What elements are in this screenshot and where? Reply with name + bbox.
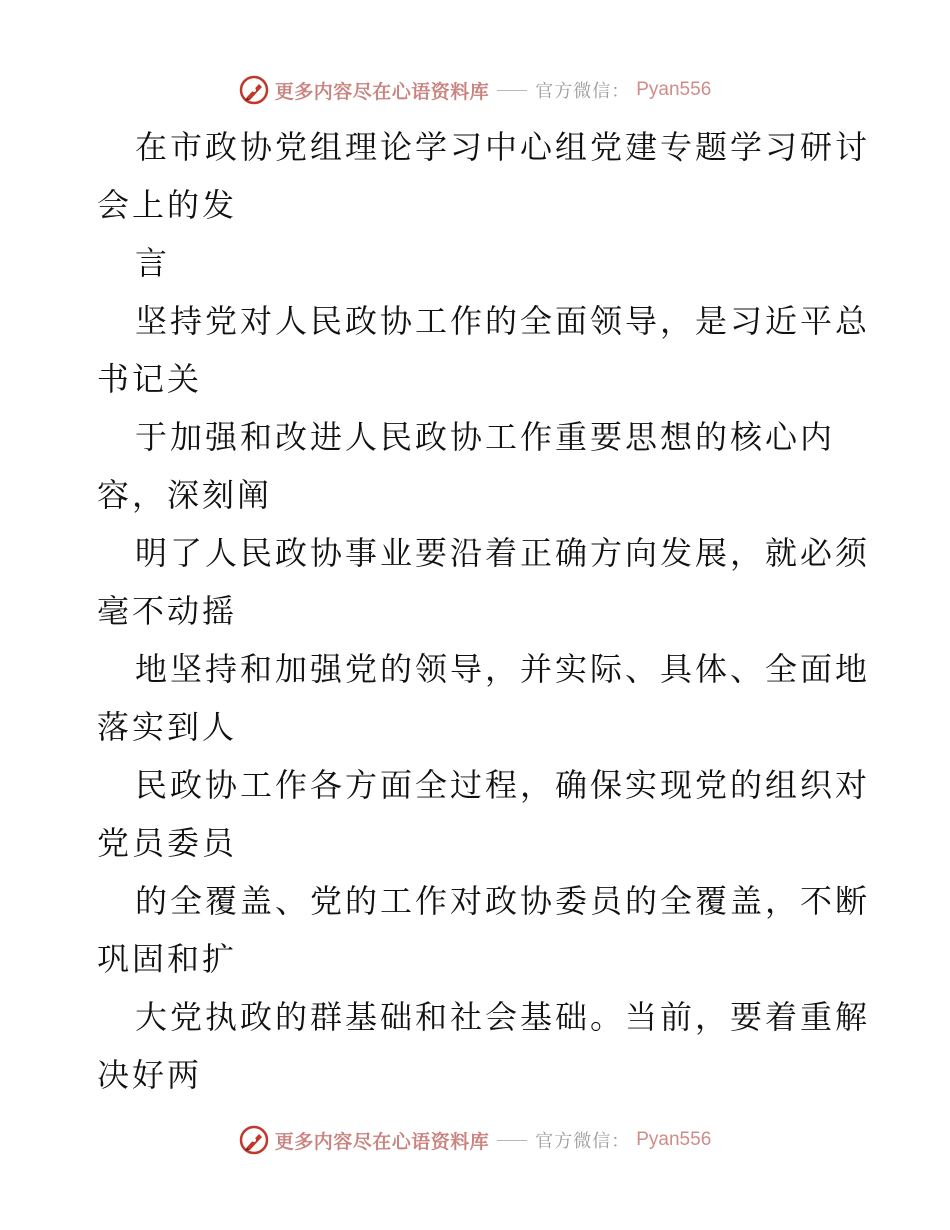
watermark-wechat-id: Pyan556	[636, 79, 712, 100]
text-line: 容，深刻阐	[97, 476, 273, 514]
text-line: 地坚持和加强党的领导，并实际、具体、全面地	[135, 650, 871, 688]
text-line: 明了人民政协事业要沿着正确方向发展，就必须	[135, 534, 871, 572]
watermark-text: 更多内容尽在心语资料库	[274, 80, 490, 103]
text-line: 言	[135, 244, 171, 282]
header-watermark	[0, 70, 950, 110]
footer-watermark	[0, 1120, 950, 1160]
pen-logo-icon	[239, 1125, 269, 1155]
document-body	[97, 118, 871, 1104]
text-line: 决好两	[97, 1056, 203, 1094]
text-line: 民政协工作各方面全过程，确保实现党的组织对	[135, 766, 871, 804]
text-line: 的全覆盖、党的工作对政协委员的全覆盖，不断	[135, 882, 871, 920]
watermark-separator	[497, 1140, 527, 1141]
pen-logo-icon	[239, 75, 269, 105]
watermark-official-label: 官方微信：	[535, 81, 631, 102]
watermark-separator	[497, 90, 527, 91]
text-line: 党员委员	[97, 824, 238, 862]
text-line: 毫不动摇	[97, 592, 238, 630]
text-line: 大党执政的群基础和社会基础。当前，要着重解	[135, 998, 871, 1036]
text-line: 巩固和扩	[97, 940, 238, 978]
text-line: 于加强和改进人民政协工作重要思想的核心内	[135, 418, 836, 456]
text-line: 坚持党对人民政协工作的全面领导，是习近平总	[135, 302, 871, 340]
text-line: 在市政协党组理论学习中心组党建专题学习研讨	[135, 128, 871, 166]
text-line: 书记关	[97, 360, 203, 398]
text-line: 落实到人	[97, 708, 238, 746]
text-line: 会上的发	[97, 186, 238, 224]
watermark-official-label: 官方微信：	[535, 1131, 631, 1152]
watermark-wechat-id: Pyan556	[636, 1129, 712, 1150]
watermark-text: 更多内容尽在心语资料库	[274, 1130, 490, 1153]
